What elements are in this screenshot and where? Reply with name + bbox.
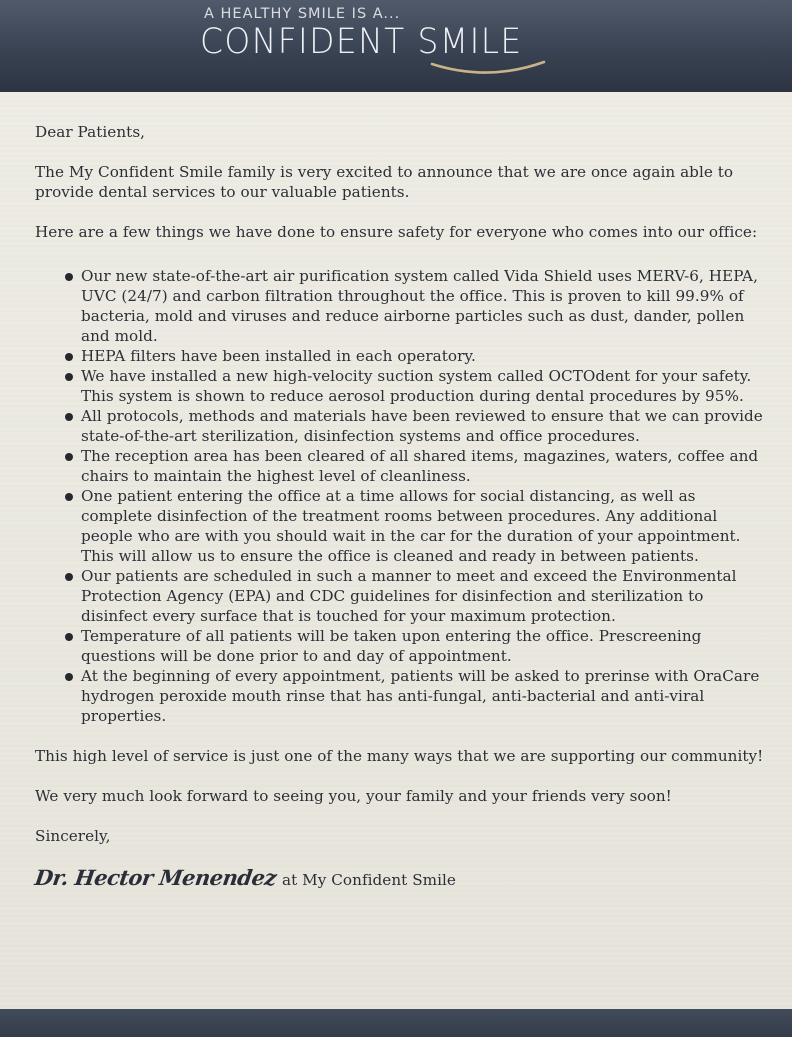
- safety-measures-list: [35, 266, 765, 726]
- letter-lead-in: Here are a few things we have done to ensure safety for everyone who comes into our office:: [35, 223, 758, 241]
- list-item: All protocols, methods and materials have been reviewed to ensure that we can provide state-of-the-art sterilization, disinfection systems and office procedures.: [81, 406, 765, 446]
- letter-intro: The My Confident Smile family is very excited to announce that we are once again able to provide dental services to our valuable patients.: [35, 163, 734, 201]
- list-item: Our new state-of-the-art air purification system called Vida Shield uses MERV-6, HEPA, UVC (24/7) and carbon filtration throughout the office. This is proven to kill 99.9% of bacteria, mold and viruses and reduce airborne particles such as dust, dander, pollen and mold.: [81, 266, 765, 346]
- handwritten-signature: Dr. Hector Menendez: [33, 865, 278, 890]
- list-item: We have installed a new high-velocity suction system called OCTOdent for your safety. This system is shown to reduce aerosol production during dental procedures by 95%.: [81, 366, 765, 406]
- list-item: The reception area has been cleared of all shared items, magazines, waters, coffee and chairs to maintain the highest level of cleanliness.: [81, 446, 765, 486]
- signature-suffix: at My Confident Smile: [282, 871, 456, 889]
- brand-logo-text: CONFIDENT SMILE: [200, 22, 523, 62]
- header-banner: [0, 0, 792, 92]
- letter-sign-off: Sincerely,: [35, 827, 111, 845]
- list-item: Our patients are scheduled in such a manner to meet and exceed the Environmental Protection Agency (EPA) and CDC guidelines for disinfection and sterilization to disinfect every surface that is touched for your maximum protection.: [81, 566, 765, 626]
- list-item: Temperature of all patients will be taken upon entering the office. Prescreening questions will be done prior to and day of appointment.: [81, 626, 765, 666]
- letter-closing-wish: We very much look forward to seeing you, your family and your friends very soon!: [35, 787, 672, 805]
- letter-greeting: Dear Patients,: [35, 123, 146, 141]
- footer-bar: [0, 1009, 792, 1037]
- list-item: One patient entering the office at a time allows for social distancing, as well as complete disinfection of the treatment rooms between procedures. Any additional people who are with you should wait in the car for the duration of your appointment. This will allow us to ensure the office is cleaned and ready in between patients.: [81, 486, 765, 566]
- list-item: At the beginning of every appointment, patients will be asked to prerinse with OraCare hydrogen peroxide mouth rinse that has anti-fungal, anti-bacterial and anti-viral properties.: [81, 666, 765, 726]
- signature-line: [35, 866, 765, 890]
- letter-body: [35, 118, 765, 890]
- header-tagline: A HEALTHY SMILE IS A...: [204, 6, 401, 22]
- smile-curve-logo: [428, 56, 548, 78]
- letter-closing-paragraph: This high level of service is just one of the many ways that we are supporting our community!: [35, 747, 764, 765]
- list-item: HEPA filters have been installed in each operatory.: [81, 346, 765, 366]
